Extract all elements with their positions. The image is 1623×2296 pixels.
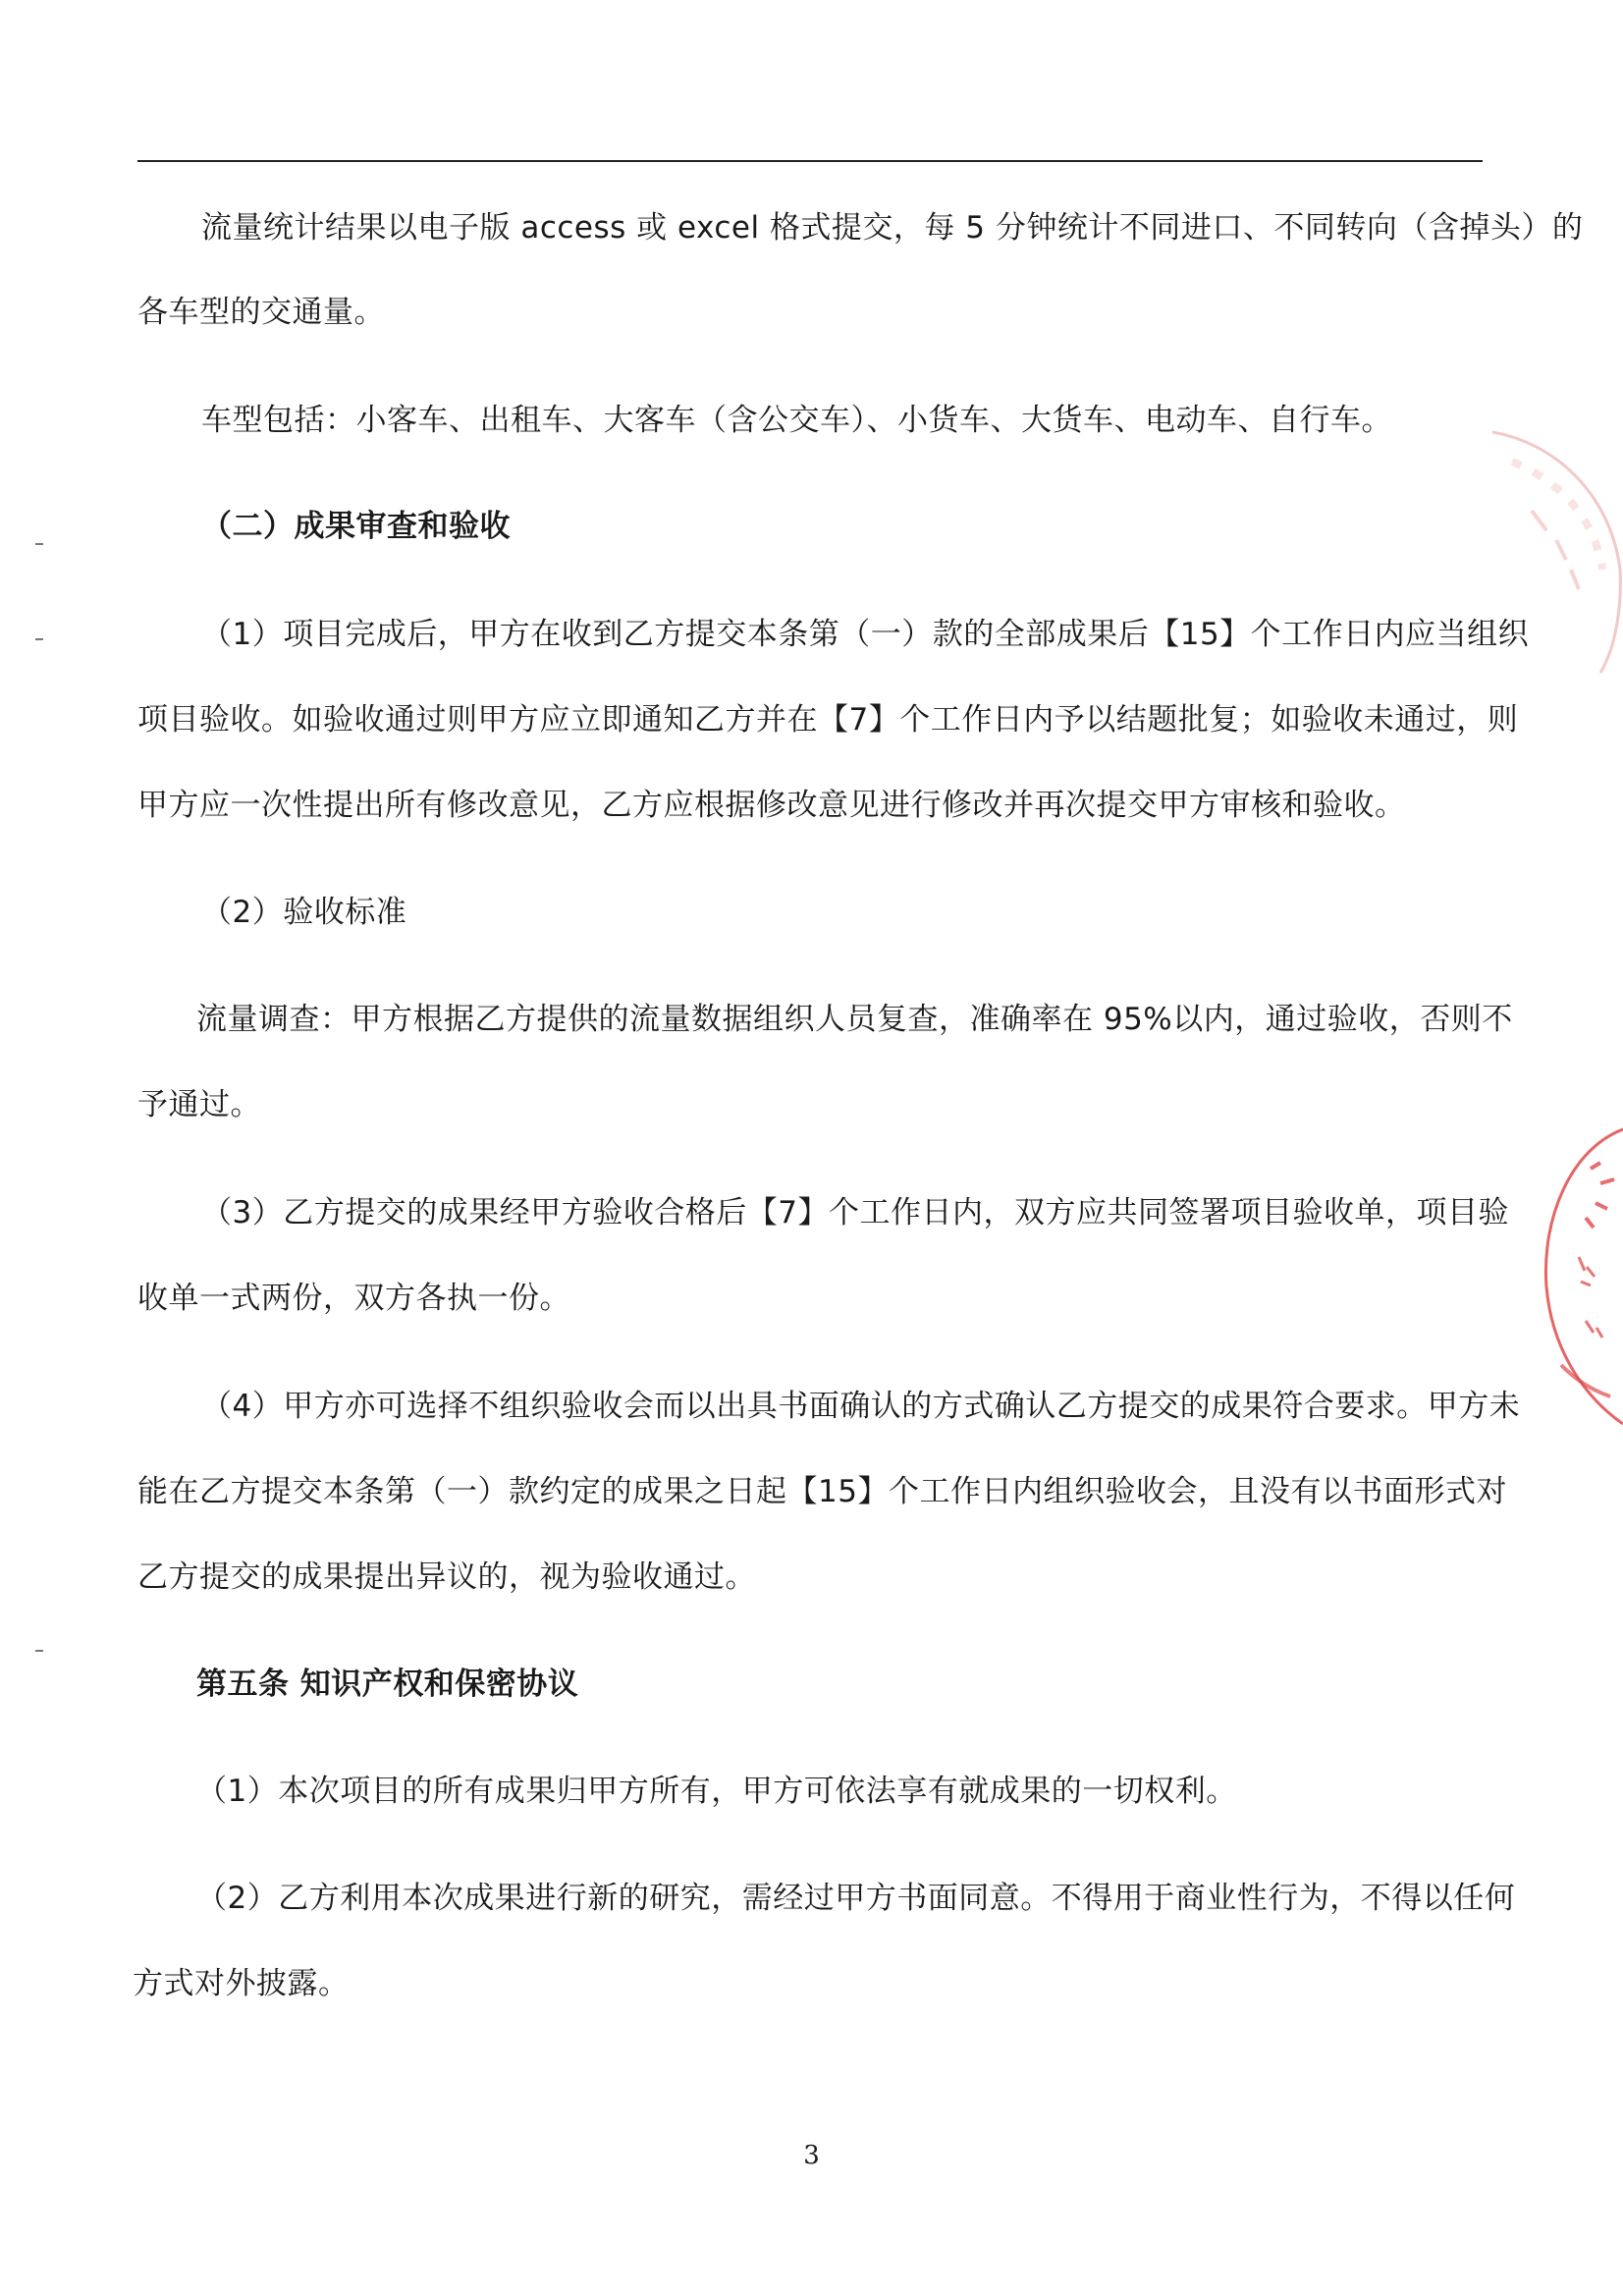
paragraph-line: 流量统计结果以电子版 access 或 excel 格式提交，每 5 分钟统计不同进口、不同转向（含掉头）的: [201, 210, 1584, 246]
paragraph-line: 能在乙方提交本条第（一）款约定的成果之日起【15】个工作日内组织验收会，且没有以书面形式对: [137, 1474, 1507, 1509]
paragraph-line: （2）乙方利用本次成果进行新的研究，需经过甲方书面同意。不得用于商业性行为，不得以任何: [196, 1881, 1516, 1916]
seal-fragment-lower: [1532, 1110, 1623, 1434]
paragraph-line: 方式对外披露。: [133, 1966, 350, 2001]
paragraph-line: 各车型的交通量。: [137, 295, 385, 330]
margin-mark: [35, 1650, 43, 1652]
paragraph-line: 车型包括：小客车、出租车、大客车（含公交车）、小货车、大货车、电动车、自行车。: [201, 403, 1392, 438]
article-heading: 第五条 知识产权和保密协议: [196, 1667, 579, 1702]
paragraph-line: 乙方提交的成果提出异议的，视为验收通过。: [137, 1559, 756, 1595]
paragraph-line: 甲方应一次性提出所有修改意见，乙方应根据修改意见进行修改并再次提交甲方审核和验收。: [137, 788, 1406, 823]
paragraph-line: 流量调查：甲方根据乙方提供的流量数据组织人员复查，准确率在 95%以内，通过验收，否则不: [196, 1002, 1513, 1037]
paragraph-line: 项目验收。如验收通过则甲方应立即通知乙方并在【7】个工作日内予以结题批复；如验收未通过，则: [137, 702, 1519, 738]
paragraph-line: （2）验收标准: [201, 895, 407, 930]
header-rule: [137, 160, 1483, 162]
margin-mark: [35, 543, 43, 545]
page-number: 3: [803, 2141, 820, 2170]
paragraph-line: （3）乙方提交的成果经甲方验收合格后【7】个工作日内，双方应共同签署项目验收单，项目验: [201, 1195, 1509, 1230]
paragraph-line: （1）项目完成后，甲方在收到乙方提交本条第（一）款的全部成果后【15】个工作日内应当组织: [201, 617, 1530, 652]
section-heading: （二）成果审查和验收: [201, 509, 511, 544]
paragraph-line: 收单一式两份，双方各执一份。: [137, 1281, 570, 1316]
paragraph-line: 予通过。: [137, 1087, 261, 1122]
paragraph-line: （1）本次项目的所有成果归甲方所有，甲方可依法享有就成果的一切权利。: [196, 1774, 1237, 1809]
paragraph-line: （4）甲方亦可选择不组织验收会而以出具书面确认的方式确认乙方提交的成果符合要求。甲方未: [201, 1389, 1521, 1424]
margin-mark: [35, 638, 43, 640]
